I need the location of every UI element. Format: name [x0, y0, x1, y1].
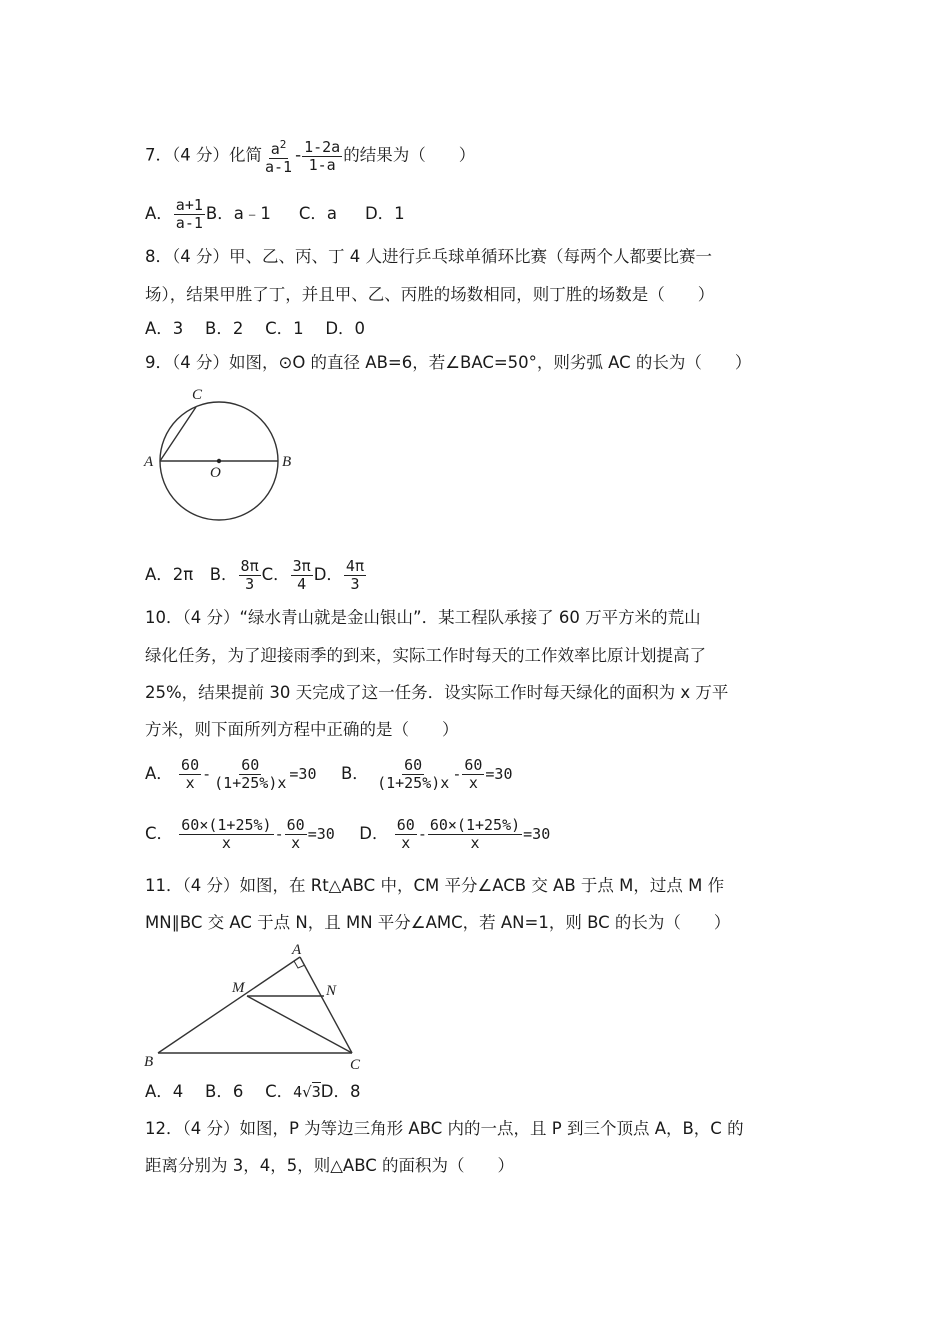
center-point: [217, 459, 221, 463]
q7-stem: 7．（4 分）化简 $\frac{a^2}{a-1}$ - $\frac{1-2a}{1-a}$ 的结果为（ ）: [145, 137, 476, 176]
q7-fraction-1: $\frac{a^2}{a-1}$: [265, 138, 293, 176]
label-a: A: [292, 942, 302, 958]
q7-fraction-2: $\frac{1-2a}{1-a}$: [304, 137, 341, 174]
label-b: B: [144, 1054, 154, 1070]
q7-option-a-fraction: $\frac{a+1}{a-1}$: [175, 196, 203, 232]
q10-d-fraction-2: $\frac{60\times(1+25\%)}{x}$: [429, 816, 521, 852]
label-n: N: [326, 983, 337, 999]
q11-options: A．4 B．6 C．4√3D．8: [145, 1082, 361, 1101]
side-ba: [158, 957, 300, 1053]
label-b: B: [282, 454, 292, 470]
q10-a-fraction-2: $\frac{60}{(1+25\%)x}$: [214, 756, 287, 792]
q8-options: A．3 B．2 C．1 D．0: [145, 319, 366, 338]
label-c: C: [192, 387, 203, 403]
q10-c-fraction-2: $\frac{60}{x}$: [286, 816, 305, 852]
label-o: O: [210, 465, 221, 481]
q10-d-fraction-1: $\frac{60}{x}$: [396, 816, 415, 852]
label-m: M: [232, 980, 245, 996]
q10-line-4: 方米，则下面所列方程中正确的是（ ）: [145, 720, 459, 739]
label-a: A: [144, 454, 154, 470]
q11-line-1: 11．（4 分）如图，在 Rt△ABC 中，CM 平分∠ACB 交 AB 于点 M，过点 M 作: [145, 876, 725, 895]
q8-line-1: 8．（4 分）甲、乙、丙、丁 4 人进行乒乓球单循环比赛（每两个人都要比赛一: [145, 247, 712, 266]
q9-option-b-fraction: $\frac{8\pi}{3}$: [240, 557, 259, 593]
q12-line-2: 距离分别为 3，4，5，则△ABC 的面积为（ ）: [145, 1156, 515, 1175]
q12-line-1: 12．（4 分）如图，P 为等边三角形 ABC 内的一点，且 P 到三个顶点 A，B，C 的: [145, 1119, 744, 1138]
label-c: C: [350, 1057, 361, 1070]
q11-triangle-figure: [140, 940, 380, 1070]
chord-ac: [160, 407, 196, 461]
q10-options-cd: C． $\frac{60\times(1+25\%)}{x}$ - $\frac{60}{x}$ =30 D． $\frac{60}{x}$ - $\frac{60\times(1+25\%)}{x}$ =30: [145, 816, 551, 852]
q10-line-3: 25%，结果提前 30 天完成了这一任务．设实际工作时每天绿化的面积为 x 万平: [145, 683, 729, 702]
q9-stem: 9．（4 分）如图，⊙O 的直径 AB=6，若∠BAC=50°，则劣弧 AC 的长为（ ）: [145, 353, 752, 372]
q10-line-1: 10．（4 分）“绿水青山就是金山银山”．某工程队承接了 60 万平方米的荒山: [145, 608, 701, 627]
q9-circle-figure: [140, 380, 300, 530]
q8-line-2: 场），结果甲胜了丁，并且甲、乙、丙胜的场数相同，则丁胜的场数是（ ）: [145, 285, 715, 304]
q7-options: A． $\frac{a+1}{a-1}$ B．a﹣1 C．a D．1: [145, 196, 405, 232]
q10-options-ab: A． $\frac{60}{x}$ - $\frac{60}{(1+25\%)x}$ =30 B． $\frac{60}{(1+25\%)x}$ - $\frac{60}{x}$ =30: [145, 756, 513, 792]
q9-options: A．2π B． $\frac{8\pi}{3}$ C． $\frac{3\pi}{4}$ D． $\frac{4\pi}{3}$: [145, 557, 364, 593]
q10-b-fraction-2: $\frac{60}{x}$: [464, 756, 483, 792]
q10-a-fraction-1: $\frac{60}{x}$: [181, 756, 200, 792]
q10-line-2: 绿化任务，为了迎接雨季的到来，实际工作时每天的工作效率比原计划提高了: [145, 646, 706, 665]
q9-option-c-fraction: $\frac{3\pi}{4}$: [292, 557, 311, 593]
sqrt-symbol-icon: √: [302, 1083, 312, 1101]
q10-b-fraction-1: $\frac{60}{(1+25\%)x}$: [377, 756, 450, 792]
q11-line-2: MN∥BC 交 AC 于点 N，且 MN 平分∠AMC，若 AN=1，则 BC 的长为（ ）: [145, 913, 731, 932]
q9-option-d-fraction: $\frac{4\pi}{3}$: [345, 557, 364, 593]
q10-c-fraction-1: $\frac{60\times(1+25\%)}{x}$: [181, 816, 272, 852]
